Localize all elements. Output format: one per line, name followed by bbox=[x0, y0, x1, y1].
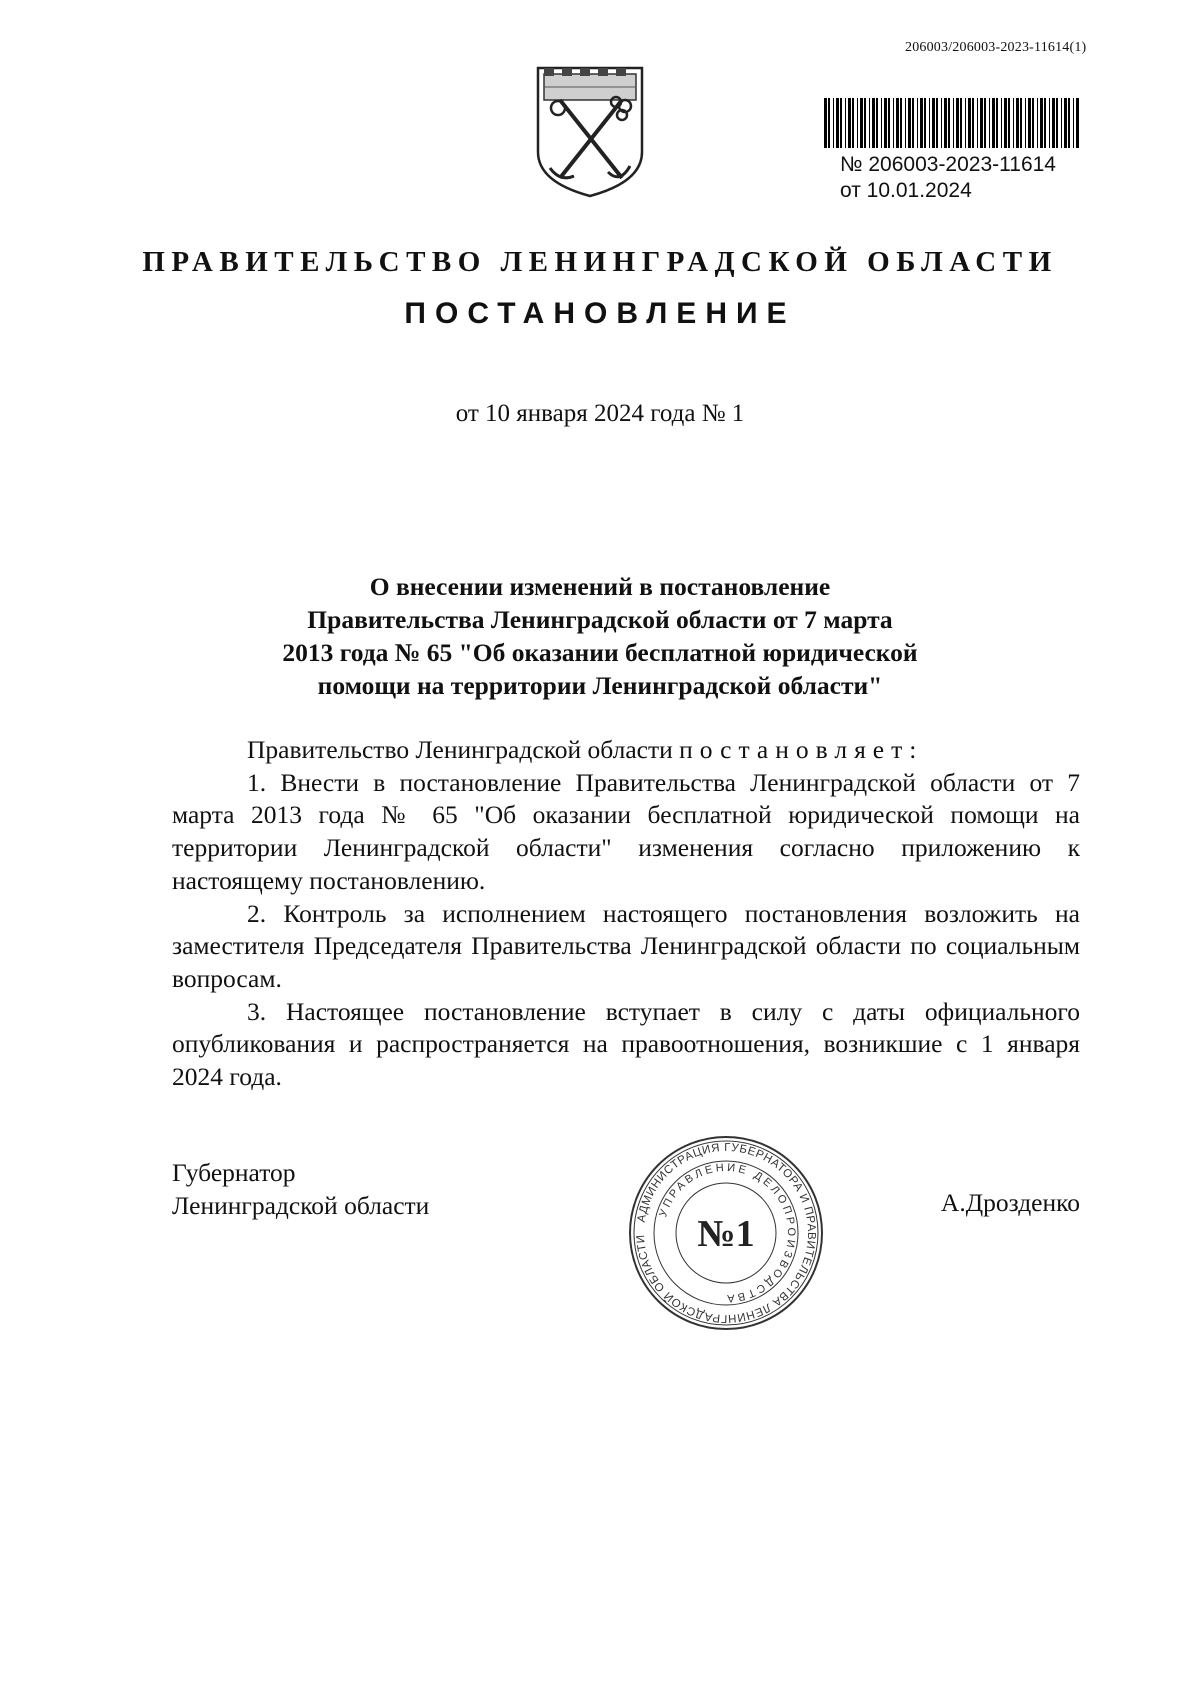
barcode-bar bbox=[836, 98, 839, 148]
document-reference-number: 206003/206003-2023-11614(1) bbox=[905, 40, 1087, 55]
barcode-icon bbox=[822, 98, 1084, 148]
barcode-bar bbox=[1032, 98, 1034, 148]
barcode-bar bbox=[1008, 98, 1010, 148]
barcode-bar bbox=[1076, 98, 1079, 148]
barcode-bar bbox=[1049, 98, 1050, 148]
barcode-bar bbox=[824, 98, 827, 148]
barcode-bar bbox=[1004, 98, 1007, 148]
barcode-bar bbox=[1040, 98, 1043, 148]
barcode-bar bbox=[996, 98, 998, 148]
barcode-bar bbox=[860, 98, 863, 148]
barcode-bar bbox=[956, 98, 959, 148]
signatory-position-line: Губернатор bbox=[172, 1158, 296, 1187]
barcode-bar bbox=[953, 98, 954, 148]
barcode-bar bbox=[936, 98, 938, 148]
barcode-bar bbox=[944, 98, 947, 148]
subject-line: О внесении изменений в постановление bbox=[369, 572, 831, 601]
barcode-bar bbox=[833, 98, 834, 148]
decree-subject bbox=[200, 570, 1000, 702]
document-type-title: ПОСТАНОВЛЕНИЕ bbox=[404, 297, 796, 330]
decree-body bbox=[172, 734, 1080, 1094]
barcode-bar bbox=[968, 98, 971, 148]
registration-block bbox=[840, 152, 1056, 204]
signatory-position-line: Ленинградской области bbox=[172, 1191, 430, 1220]
decree-date-line: от 10 января 2024 года № 1 bbox=[455, 400, 745, 427]
barcode-bar bbox=[888, 98, 890, 148]
barcode-bar bbox=[857, 98, 858, 148]
barcode-bar bbox=[876, 98, 878, 148]
barcode-bar bbox=[912, 98, 914, 148]
barcode-bar bbox=[980, 98, 983, 148]
registration-number: № 206003-2023-11614 bbox=[840, 153, 1056, 176]
barcode-bar bbox=[992, 98, 995, 148]
barcode-bar bbox=[960, 98, 962, 148]
barcode-bar bbox=[1020, 98, 1022, 148]
barcode-bar bbox=[941, 98, 942, 148]
decree-item: 1. Внести в постановление Правительства Ленинградской области от 7 марта 2013 года № 65 "Об оказании бесплатной юридической помощи на территории Ленинградской области" изменения согласно приложению к настоящему постановлению. bbox=[172, 767, 1080, 895]
barcode-bar bbox=[884, 98, 887, 148]
intro-verb: постановляет: bbox=[679, 735, 924, 764]
barcode-bar bbox=[929, 98, 930, 148]
barcode-bar bbox=[1064, 98, 1067, 148]
seal-outer-text: АДМИНИСТРАЦИЯ ГУБЕРНАТОРА И ПРАВИТЕЛЬСТВА ЛЕНИНГРАДСКОЙ ОБЛАСТИ bbox=[634, 1141, 818, 1325]
barcode-bar bbox=[905, 98, 906, 148]
barcode-bar bbox=[1001, 98, 1002, 148]
authority-title: ПРАВИТЕЛЬСТВО ЛЕНИНГРАДСКОЙ ОБЛАСТИ bbox=[142, 246, 1058, 278]
barcode-bar bbox=[848, 98, 851, 148]
subject-line: помощи на территории Ленинградской области" bbox=[317, 671, 883, 700]
barcode-bar bbox=[896, 98, 899, 148]
barcode-bar bbox=[1061, 98, 1062, 148]
barcode-bar bbox=[1044, 98, 1046, 148]
barcode-bar bbox=[893, 98, 894, 148]
barcode-bar bbox=[908, 98, 911, 148]
barcode-bar bbox=[852, 98, 854, 148]
intro-lead: Правительство Ленинградской области bbox=[247, 735, 673, 764]
barcode-bar bbox=[917, 98, 918, 148]
barcode-bar bbox=[1016, 98, 1019, 148]
decree-item: 2. Контроль за исполнением настоящего постановления возложить на заместителя Председателя Правительства Ленинградской области по социальным вопросам. bbox=[172, 898, 1080, 993]
barcode-bar bbox=[864, 98, 866, 148]
barcode-bar bbox=[1056, 98, 1058, 148]
barcode-bar bbox=[972, 98, 974, 148]
barcode-bar bbox=[1073, 98, 1074, 148]
barcode-bar bbox=[920, 98, 923, 148]
seal-center-number: №1 bbox=[697, 1213, 755, 1255]
barcode-bar bbox=[924, 98, 926, 148]
barcode-bar bbox=[965, 98, 966, 148]
registration-date: от 10.01.2024 bbox=[840, 179, 972, 202]
barcode-bar bbox=[989, 98, 990, 148]
barcode-bar bbox=[840, 98, 842, 148]
barcode-bar bbox=[828, 98, 830, 148]
barcode-bar bbox=[932, 98, 935, 148]
barcode-bar bbox=[1037, 98, 1038, 148]
seal-inner-text: УПРАВЛЕНИЕ ДЕЛОПРОИЗВОДСТВА bbox=[657, 1161, 798, 1305]
barcode-bar bbox=[845, 98, 846, 148]
barcode-bar bbox=[1068, 98, 1070, 148]
signatory-position bbox=[172, 1156, 429, 1222]
barcode-bar bbox=[1028, 98, 1031, 148]
subject-line: Правительства Ленинградской области от 7 марта bbox=[307, 605, 893, 634]
coat-of-arms-icon bbox=[530, 60, 650, 200]
subject-line: 2013 года № 65 "Об оказании бесплатной юридической bbox=[282, 638, 918, 667]
decree-intro bbox=[172, 734, 1080, 767]
signatory-name: А.Дрозденко bbox=[940, 1188, 1080, 1217]
barcode-bar bbox=[977, 98, 978, 148]
barcode-bar bbox=[984, 98, 986, 148]
decree-item: 3. Настоящее постановление вступает в силу с даты официального опубликования и распространяется на правоотношения, возникшие с 1 января 2024 года. bbox=[172, 996, 1080, 1092]
barcode-bar bbox=[1013, 98, 1014, 148]
barcode-bar bbox=[872, 98, 875, 148]
round-seal-icon bbox=[626, 1133, 826, 1333]
barcode-bar bbox=[1025, 98, 1026, 148]
barcode-bar bbox=[900, 98, 902, 148]
barcode-bar bbox=[1052, 98, 1055, 148]
barcode-bar bbox=[948, 98, 950, 148]
barcode-bar bbox=[881, 98, 882, 148]
barcode-bar bbox=[869, 98, 870, 148]
